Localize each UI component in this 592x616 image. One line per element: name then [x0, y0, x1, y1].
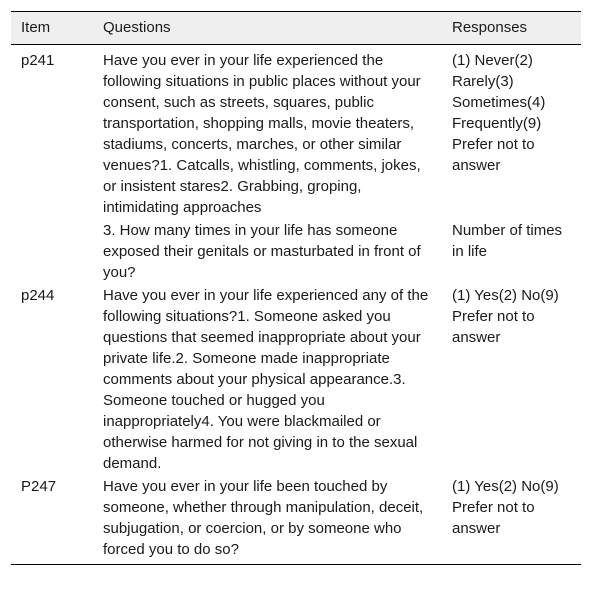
cell-item: p244: [21, 287, 55, 304]
table-header: [11, 12, 581, 45]
survey-items-table: [11, 11, 581, 565]
cell-response: (1) Yes(2) No(9) Prefer not to answer: [452, 287, 559, 346]
table-body: [11, 45, 581, 565]
cell-item: P247: [21, 478, 57, 495]
cell-response: (1) Yes(2) No(9) Prefer not to answer: [452, 478, 559, 537]
survey-items-table-container: [11, 11, 581, 565]
cell-response: Number of times in life: [452, 222, 563, 260]
header-questions: Questions: [103, 19, 171, 36]
header-item: Item: [21, 19, 51, 36]
cell-question: Have you ever in your life experienced any of the following situations?1. Someone asked you questions that seemed inappropriate about your private life.2. Someone made inappropriate comments about your physical appearance.3. Someone touched or hugged you inappropriately4. You were blackmailed or otherwise harmed for not giving in to the sexual demand.: [103, 287, 429, 472]
cell-question: 3. How many times in your life has someone exposed their genitals or masturbated in front of you?: [103, 222, 421, 281]
cell-question: Have you ever in your life been touched by someone, whether through manipulation, deceit, subjugation, or coercion, or by someone who forced you to do so?: [103, 478, 424, 558]
table-row: [11, 219, 581, 284]
cell-item: p241: [21, 52, 55, 69]
table-row: [11, 475, 581, 565]
header-row: [11, 12, 581, 45]
table-row: [11, 284, 581, 475]
table-row: [11, 45, 581, 220]
cell-response: (1) Never(2) Rarely(3) Sometimes(4) Frequently(9) Prefer not to answer: [452, 52, 546, 174]
cell-question: Have you ever in your life experienced the following situations in public places without your consent, such as streets, squares, public transportation, shopping malls, movie theaters, stadiums, concerts, marches, or other similar venues?1. Catcalls, whistling, comments, jokes, or insistent stares2. Grabbing, groping, intimidating approaches: [103, 52, 421, 216]
header-responses: Responses: [452, 19, 528, 36]
cell-item: [11, 219, 93, 284]
